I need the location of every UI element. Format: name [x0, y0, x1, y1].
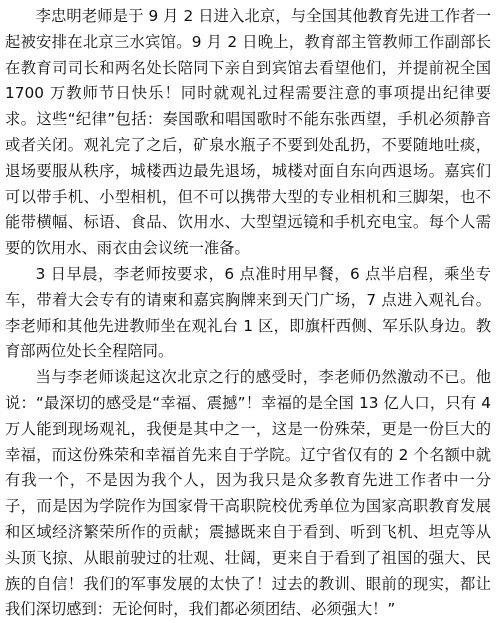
paragraph-2: 3 日早晨，李老师按要求，6 点准时用早餐，6 点半启程，乘坐专车，带着大会专有的请柬和嘉宾胸牌来到天门广场，7 点进入观礼台。李老师和其他先进教师坐在观礼台 1 区，即旗杆西侧、军乐队身边。教育部两位处长全程陪同。: [5, 264, 491, 361]
article-body: [5, 4, 491, 623]
paragraph-1: 李忠明老师是于 9 月 2 日进入北京，与全国其他教育先进工作者一起被安排在北京三水宾馆。9 月 2 日晚上，教育部主管教师工作副部长在教育司司长和两名处长陪同下亲自到宾馆去看望他们，并提前祝全国 1700 万教师节日快乐！同时就观礼过程需要注意的事项提出纪律要求。这些“纪律”包括：奏国歌和唱国歌时不能东张西望，手机必须静音或者关闭。观礼完了之后，矿泉水瓶子不要到处乱扔，不要随地吐痰，退场要服从秩序，城楼西边最先退场，城楼对面自东向西退场。嘉宾们可以带手机、小型相机，但不可以携带大型的专业相机和三脚架，也不能带横幅、标语、食品、饮用水、大型望远镜和手机充电宝。每个人需要的饮用水、雨衣由会议统一准备。: [5, 7, 491, 258]
paragraph-3: 当与李老师谈起这次北京之行的感受时，李老师仍然激动不已。他说：“最深切的感受是“幸福、震撼”！幸福的是全国 13 亿人口，只有 4 万人能到现场观礼，我便是其中之一，这是一份殊荣，更是一份巨大的幸福，而这份殊荣和幸福首先来自于学院。辽宁省仅有的 2 个名额中就有我一个，不是因为我个人，因为我只是众多教育先进工作者中一分子，而是因为学院作为国家骨干高职院校优秀单位为国家高职教育发展和区域经济繁荣所作的贡献；震撼既来自于看到、听到飞机、坦克等从头顶飞掠、从眼前驶过的壮观、壮阔，更来自于看到了祖国的强大、民族的自信！我们的军事发展的太快了！过去的教训、眼前的现实，都让我们深切感到：无论何时，我们都必须团结、必须强大！”: [5, 368, 491, 619]
